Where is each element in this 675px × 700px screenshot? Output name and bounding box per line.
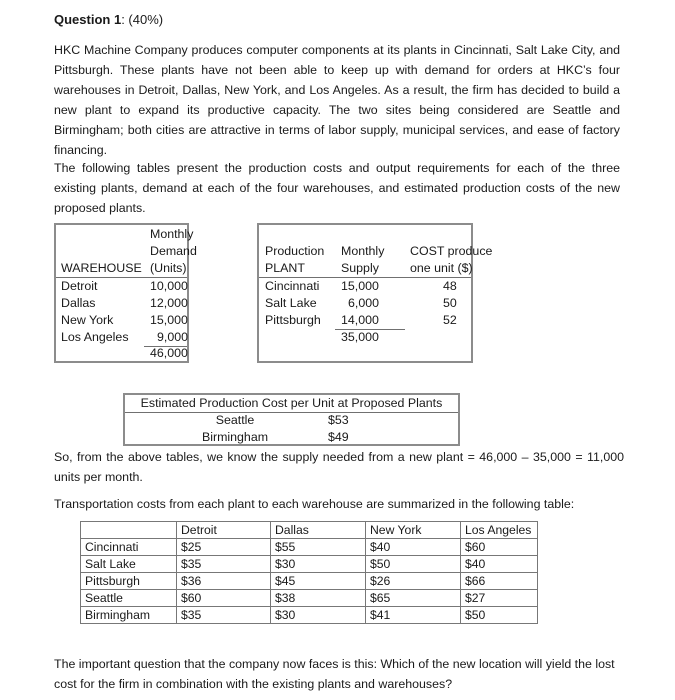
- supply-needed-paragraph: So, from the above tables, we know the supply needed from a new plant = 46,000 – 35,000 = 11,000 units per month.: [54, 450, 624, 484]
- title-divider: [125, 412, 458, 413]
- warehouse-demand-total: 46,000: [150, 346, 188, 360]
- cost-cell: $30: [271, 607, 366, 624]
- cost-cell: $35: [177, 556, 271, 573]
- warehouse-demand: 12,000: [150, 296, 188, 310]
- cost-cell: $25: [177, 539, 271, 556]
- cost-cell: $60: [177, 590, 271, 607]
- question-heading: [54, 12, 163, 27]
- cost-cell: $35: [177, 607, 271, 624]
- warehouse-demand: 9,000: [157, 330, 189, 344]
- header-production: Production: [265, 244, 325, 258]
- plant-supply: 14,000: [341, 313, 379, 327]
- header-warehouse: WAREHOUSE: [61, 261, 142, 275]
- warehouse-demand: 10,000: [150, 279, 188, 293]
- column-header: Detroit: [177, 522, 271, 539]
- warehouse-name: Detroit: [61, 279, 98, 293]
- header-demand: Demand: [150, 244, 197, 258]
- column-header: [81, 522, 177, 539]
- plant-name: Cincinnati: [81, 539, 177, 556]
- cost-cell: $36: [177, 573, 271, 590]
- plant-cost: 52: [443, 313, 457, 327]
- cost-cell: $38: [271, 590, 366, 607]
- proposed-cost: $49: [328, 430, 349, 444]
- cost-cell: $65: [366, 590, 461, 607]
- transport-intro-paragraph: Transportation costs from each plant to each warehouse are summarized in the following table:: [54, 497, 575, 511]
- plant-name: Seattle: [81, 590, 177, 607]
- warehouse-name: New York: [61, 313, 114, 327]
- transportation-cost-table: [80, 521, 538, 624]
- header-supply: Supply: [341, 261, 379, 275]
- column-header: Los Angeles: [461, 522, 538, 539]
- header-cost: COST produce: [410, 244, 493, 258]
- warehouse-name: Los Angeles: [61, 330, 129, 344]
- cost-cell: $40: [461, 556, 538, 573]
- plant-name: Salt Lake: [265, 296, 317, 310]
- plant-supply: 6,000: [348, 296, 380, 310]
- header-plant: PLANT: [265, 261, 305, 275]
- header-unit-cost: one unit ($): [410, 261, 473, 275]
- plant-cost: 50: [443, 296, 457, 310]
- warehouse-name: Dallas: [61, 296, 96, 310]
- question-paragraph: The important question that the company now faces is this: Which of the new location will yield the lost cost for the firm in combination with the existing plants and warehouses?: [54, 657, 615, 691]
- plant-name: Birmingham: [81, 607, 177, 624]
- plant-supply-total: 35,000: [341, 330, 379, 344]
- plant-supply: 15,000: [341, 279, 379, 293]
- table-header-row: [81, 522, 538, 539]
- proposed-cost: $53: [328, 413, 349, 427]
- plant-supply-table: [257, 223, 493, 363]
- table-row: [81, 590, 538, 607]
- column-header: Dallas: [271, 522, 366, 539]
- cost-cell: $41: [366, 607, 461, 624]
- cost-cell: $26: [366, 573, 461, 590]
- header-monthly: Monthly: [150, 227, 194, 241]
- cost-cell: $27: [461, 590, 538, 607]
- header-monthly: Monthly: [341, 244, 385, 258]
- cost-cell: $60: [461, 539, 538, 556]
- plant-name: Salt Lake: [81, 556, 177, 573]
- cost-cell: $50: [461, 607, 538, 624]
- cost-cell: $55: [271, 539, 366, 556]
- table-row: [81, 539, 538, 556]
- intro-paragraph: HKC Machine Company produces computer components at its plants in Cincinnati, Salt Lake City, and Pittsburgh. These plants have not been able to keep up with demand for orders at HKC’s four warehouses in Detroit, Dallas, New York, and Los Angeles. As a result, the firm has decided to build a new plant to expand its productive capacity. The two sites being considered are Seattle and Birmingham; both cities are attractive in terms of labor supply, municipal services, and ease of factory financing.: [54, 43, 620, 157]
- header-units: (Units): [150, 261, 187, 275]
- table-row: [81, 607, 538, 624]
- proposed-plants-cost-table: [123, 393, 460, 446]
- cost-cell: $40: [366, 539, 461, 556]
- warehouse-demand: 15,000: [150, 313, 188, 327]
- plant-cost: 48: [443, 279, 457, 293]
- table-row: [81, 573, 538, 590]
- table-row: [81, 556, 538, 573]
- plant-name: Cincinnati: [265, 279, 320, 293]
- question-label: Question 1: [54, 12, 122, 27]
- question-weight: : (40%): [121, 12, 164, 27]
- cost-cell: $50: [366, 556, 461, 573]
- warehouse-demand-table: [54, 223, 197, 363]
- cost-cell: $66: [461, 573, 538, 590]
- proposed-table-title: Estimated Production Cost per Unit at Proposed Plants: [140, 396, 443, 410]
- proposed-site: Seattle: [215, 413, 255, 427]
- proposed-site: Birmingham: [201, 430, 269, 444]
- plant-name: Pittsburgh: [81, 573, 177, 590]
- column-header: New York: [366, 522, 461, 539]
- cost-cell: $30: [271, 556, 366, 573]
- plant-name: Pittsburgh: [265, 313, 321, 327]
- cost-cell: $45: [271, 573, 366, 590]
- tables-intro-paragraph: The following tables present the production costs and output requirements for each of the three existing plants, demand at each of the four warehouses, and estimated production costs of the new proposed plants.: [54, 161, 620, 215]
